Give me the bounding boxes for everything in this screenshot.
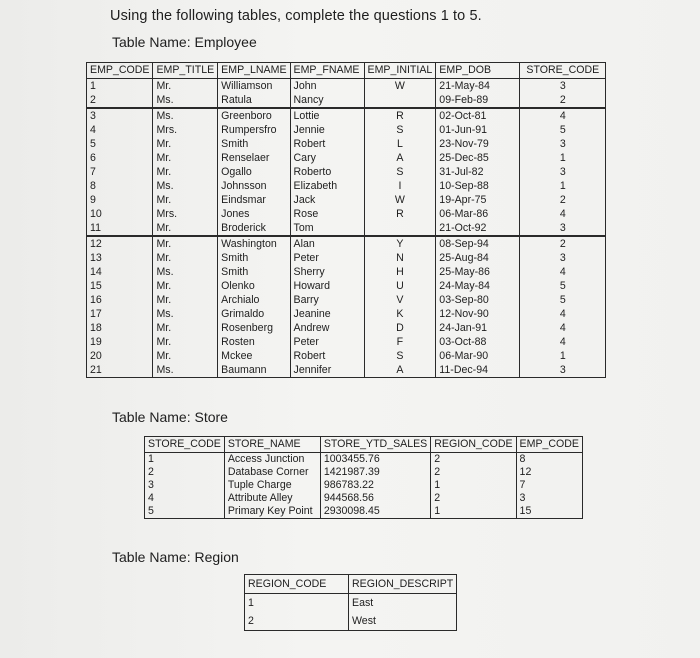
store-cell: 1 — [431, 479, 516, 492]
employee-cell: Robert — [290, 137, 364, 151]
employee-cell: 5 — [520, 123, 606, 137]
employee-column-header: EMP_INITIAL — [364, 63, 436, 79]
region-cell: 1 — [245, 594, 349, 613]
employee-cell: S — [364, 349, 436, 363]
store-cell: 1421987.39 — [320, 466, 430, 479]
employee-cell: 2 — [520, 93, 606, 108]
employee-cell: R — [364, 108, 436, 123]
employee-cell: Ratula — [218, 93, 290, 108]
region-row — [245, 594, 457, 613]
employee-cell: Rose — [290, 207, 364, 221]
employee-cell: 24-May-84 — [436, 279, 520, 293]
employee-cell: 03-Oct-88 — [436, 335, 520, 349]
employee-cell: 11-Dec-94 — [436, 363, 520, 378]
employee-cell: Howard — [290, 279, 364, 293]
employee-cell: Mr. — [153, 335, 218, 349]
store-column-header: REGION_CODE — [431, 437, 516, 453]
employee-row — [87, 123, 606, 137]
employee-cell: 3 — [87, 108, 153, 123]
store-cell: 8 — [516, 453, 582, 467]
employee-cell: Mr. — [153, 221, 218, 236]
store-cell: 4 — [145, 492, 225, 505]
employee-cell: 3 — [520, 137, 606, 151]
employee-cell: Ms. — [153, 108, 218, 123]
employee-cell: Y — [364, 236, 436, 251]
employee-cell: 14 — [87, 265, 153, 279]
employee-cell: I — [364, 179, 436, 193]
employee-cell: Jones — [218, 207, 290, 221]
employee-row — [87, 349, 606, 363]
employee-cell: Robert — [290, 349, 364, 363]
employee-cell: Archialo — [218, 293, 290, 307]
store-row — [145, 492, 583, 505]
employee-cell: Johnsson — [218, 179, 290, 193]
employee-cell: Alan — [290, 236, 364, 251]
store-cell: Access Junction — [224, 453, 320, 467]
employee-table — [86, 62, 606, 378]
employee-cell: Roberto — [290, 165, 364, 179]
employee-cell: 21 — [87, 363, 153, 378]
employee-cell: Mr. — [153, 137, 218, 151]
employee-cell: D — [364, 321, 436, 335]
employee-cell: 5 — [520, 279, 606, 293]
employee-cell: 2 — [87, 93, 153, 108]
employee-column-header: EMP_FNAME — [290, 63, 364, 79]
store-column-header: STORE_NAME — [224, 437, 320, 453]
employee-row — [87, 335, 606, 349]
employee-cell: U — [364, 279, 436, 293]
store-cell: 2 — [431, 492, 516, 505]
employee-cell: 17 — [87, 307, 153, 321]
region-cell: West — [349, 612, 457, 631]
store-cell: 1 — [431, 505, 516, 519]
employee-cell: Rosenberg — [218, 321, 290, 335]
employee-cell: 15 — [87, 279, 153, 293]
employee-cell: 06-Mar-90 — [436, 349, 520, 363]
employee-cell: R — [364, 207, 436, 221]
employee-column-header: EMP_CODE — [87, 63, 153, 79]
employee-cell: 12-Nov-90 — [436, 307, 520, 321]
employee-cell: Mrs. — [153, 207, 218, 221]
region-table-caption: Table Name: Region — [112, 549, 239, 565]
region-column-header: REGION_CODE — [245, 575, 349, 594]
employee-cell: 06-Mar-86 — [436, 207, 520, 221]
employee-cell: 4 — [520, 321, 606, 335]
page-heading: Using the following tables, complete the questions 1 to 5. — [110, 8, 482, 24]
employee-cell: V — [364, 293, 436, 307]
employee-row — [87, 251, 606, 265]
employee-cell: Mr. — [153, 349, 218, 363]
region-cell: 2 — [245, 612, 349, 631]
employee-cell: W — [364, 79, 436, 94]
employee-cell: Broderick — [218, 221, 290, 236]
region-header-row — [245, 575, 457, 594]
employee-cell: 4 — [520, 307, 606, 321]
employee-row — [87, 221, 606, 236]
store-column-header: STORE_YTD_SALES — [320, 437, 430, 453]
employee-cell: Mr. — [153, 236, 218, 251]
employee-cell: Andrew — [290, 321, 364, 335]
region-row — [245, 612, 457, 631]
employee-cell: L — [364, 137, 436, 151]
employee-cell: Mr. — [153, 251, 218, 265]
employee-cell: 08-Sep-94 — [436, 236, 520, 251]
employee-cell: Nancy — [290, 93, 364, 108]
employee-cell: Peter — [290, 251, 364, 265]
employee-cell: 31-Jul-82 — [436, 165, 520, 179]
employee-cell: 3 — [520, 251, 606, 265]
employee-cell: Mr. — [153, 293, 218, 307]
store-row — [145, 453, 583, 467]
employee-cell: 5 — [520, 293, 606, 307]
store-row — [145, 466, 583, 479]
employee-cell: S — [364, 123, 436, 137]
employee-cell: 10-Sep-88 — [436, 179, 520, 193]
store-cell: 2 — [145, 466, 225, 479]
employee-cell: Rosten — [218, 335, 290, 349]
employee-cell: 13 — [87, 251, 153, 265]
employee-cell: 1 — [520, 349, 606, 363]
store-cell: 15 — [516, 505, 582, 519]
employee-cell: Mckee — [218, 349, 290, 363]
store-table-caption: Table Name: Store — [112, 409, 228, 425]
employee-cell: Ogallo — [218, 165, 290, 179]
employee-cell: Rumpersfro — [218, 123, 290, 137]
employee-cell: 1 — [87, 79, 153, 94]
store-table — [144, 436, 583, 519]
employee-cell: A — [364, 151, 436, 165]
employee-cell: 10 — [87, 207, 153, 221]
employee-cell: 5 — [87, 137, 153, 151]
employee-cell: 4 — [87, 123, 153, 137]
employee-cell: 7 — [87, 165, 153, 179]
store-cell: Primary Key Point — [224, 505, 320, 519]
region-cell: East — [349, 594, 457, 613]
employee-cell: Mr. — [153, 151, 218, 165]
employee-cell: Jennifer — [290, 363, 364, 378]
employee-cell: 25-Dec-85 — [436, 151, 520, 165]
employee-cell: 12 — [87, 236, 153, 251]
employee-row — [87, 307, 606, 321]
employee-cell: Greenboro — [218, 108, 290, 123]
store-column-header: EMP_CODE — [516, 437, 582, 453]
store-row — [145, 505, 583, 519]
store-cell: 944568.56 — [320, 492, 430, 505]
employee-cell: 4 — [520, 108, 606, 123]
employee-cell: 3 — [520, 221, 606, 236]
employee-cell: Renselaer — [218, 151, 290, 165]
employee-cell: Ms. — [153, 179, 218, 193]
employee-cell — [364, 93, 436, 108]
region-column-header: REGION_DESCRIPT — [349, 575, 457, 594]
store-cell: 3 — [516, 492, 582, 505]
employee-column-header: STORE_CODE — [520, 63, 606, 79]
employee-column-header: EMP_DOB — [436, 63, 520, 79]
employee-cell: Peter — [290, 335, 364, 349]
employee-cell: Elizabeth — [290, 179, 364, 193]
employee-cell: Tom — [290, 221, 364, 236]
region-table — [244, 574, 457, 631]
employee-cell: 4 — [520, 265, 606, 279]
employee-cell: 2 — [520, 236, 606, 251]
employee-row — [87, 151, 606, 165]
employee-cell: 1 — [520, 151, 606, 165]
employee-column-header: EMP_TITLE — [153, 63, 218, 79]
employee-cell: K — [364, 307, 436, 321]
employee-cell: Ms. — [153, 307, 218, 321]
employee-cell: Mr. — [153, 165, 218, 179]
employee-cell: 4 — [520, 207, 606, 221]
employee-cell: Ms. — [153, 265, 218, 279]
store-cell: 2930098.45 — [320, 505, 430, 519]
employee-cell: Eindsmar — [218, 193, 290, 207]
store-cell: 3 — [145, 479, 225, 492]
employee-row — [87, 165, 606, 179]
employee-cell: 4 — [520, 335, 606, 349]
store-cell: 1003455.76 — [320, 453, 430, 467]
employee-cell: John — [290, 79, 364, 94]
employee-row — [87, 79, 606, 94]
employee-cell: 8 — [87, 179, 153, 193]
employee-row — [87, 108, 606, 123]
employee-cell: Jeanine — [290, 307, 364, 321]
store-cell: Attribute Alley — [224, 492, 320, 505]
employee-cell: F — [364, 335, 436, 349]
employee-row — [87, 193, 606, 207]
store-row — [145, 479, 583, 492]
employee-cell: 19-Apr-75 — [436, 193, 520, 207]
employee-cell: 23-Nov-79 — [436, 137, 520, 151]
employee-header-row — [87, 63, 606, 79]
store-column-header: STORE_CODE — [145, 437, 225, 453]
employee-table-caption: Table Name: Employee — [112, 34, 257, 50]
employee-row — [87, 265, 606, 279]
employee-cell: 2 — [520, 193, 606, 207]
employee-row — [87, 137, 606, 151]
employee-cell: Baumann — [218, 363, 290, 378]
employee-cell: 25-Aug-84 — [436, 251, 520, 265]
employee-cell: Sherry — [290, 265, 364, 279]
employee-cell: Mr. — [153, 193, 218, 207]
employee-row — [87, 293, 606, 307]
employee-cell: Lottie — [290, 108, 364, 123]
employee-cell: 6 — [87, 151, 153, 165]
employee-cell: 21-May-84 — [436, 79, 520, 94]
employee-cell — [364, 221, 436, 236]
employee-cell: Ms. — [153, 363, 218, 378]
store-cell: 7 — [516, 479, 582, 492]
employee-cell: 24-Jan-91 — [436, 321, 520, 335]
employee-cell: 1 — [520, 179, 606, 193]
employee-row — [87, 363, 606, 378]
employee-cell: W — [364, 193, 436, 207]
employee-cell: 3 — [520, 165, 606, 179]
employee-cell: H — [364, 265, 436, 279]
employee-cell: 19 — [87, 335, 153, 349]
store-cell: 2 — [431, 453, 516, 467]
employee-cell: 18 — [87, 321, 153, 335]
employee-cell: Williamson — [218, 79, 290, 94]
employee-cell: Mr. — [153, 321, 218, 335]
employee-cell: Smith — [218, 265, 290, 279]
employee-cell: 21-Oct-92 — [436, 221, 520, 236]
store-cell: 986783.22 — [320, 479, 430, 492]
employee-cell: Ms. — [153, 93, 218, 108]
employee-row — [87, 93, 606, 108]
employee-row — [87, 279, 606, 293]
employee-cell: Washington — [218, 236, 290, 251]
employee-cell: Grimaldo — [218, 307, 290, 321]
employee-cell: A — [364, 363, 436, 378]
employee-cell: Mrs. — [153, 123, 218, 137]
employee-cell: 01-Jun-91 — [436, 123, 520, 137]
employee-cell: 03-Sep-80 — [436, 293, 520, 307]
employee-cell: N — [364, 251, 436, 265]
employee-row — [87, 179, 606, 193]
employee-cell: Mr. — [153, 79, 218, 94]
employee-cell: 16 — [87, 293, 153, 307]
store-cell: 1 — [145, 453, 225, 467]
employee-cell: Cary — [290, 151, 364, 165]
employee-cell: Smith — [218, 137, 290, 151]
store-cell: Tuple Charge — [224, 479, 320, 492]
employee-cell: Jennie — [290, 123, 364, 137]
employee-cell: Mr. — [153, 279, 218, 293]
employee-cell: Smith — [218, 251, 290, 265]
store-cell: 12 — [516, 466, 582, 479]
employee-cell: 11 — [87, 221, 153, 236]
employee-cell: 3 — [520, 79, 606, 94]
employee-cell: 3 — [520, 363, 606, 378]
store-cell: 2 — [431, 466, 516, 479]
employee-cell: 9 — [87, 193, 153, 207]
store-cell: 5 — [145, 505, 225, 519]
employee-row — [87, 236, 606, 251]
employee-cell: 02-Oct-81 — [436, 108, 520, 123]
employee-cell: S — [364, 165, 436, 179]
employee-cell: Jack — [290, 193, 364, 207]
employee-cell: Barry — [290, 293, 364, 307]
employee-row — [87, 321, 606, 335]
employee-cell: Olenko — [218, 279, 290, 293]
employee-cell: 09-Feb-89 — [436, 93, 520, 108]
employee-column-header: EMP_LNAME — [218, 63, 290, 79]
employee-row — [87, 207, 606, 221]
store-header-row — [145, 437, 583, 453]
employee-cell: 20 — [87, 349, 153, 363]
store-cell: Database Corner — [224, 466, 320, 479]
employee-cell: 25-May-86 — [436, 265, 520, 279]
